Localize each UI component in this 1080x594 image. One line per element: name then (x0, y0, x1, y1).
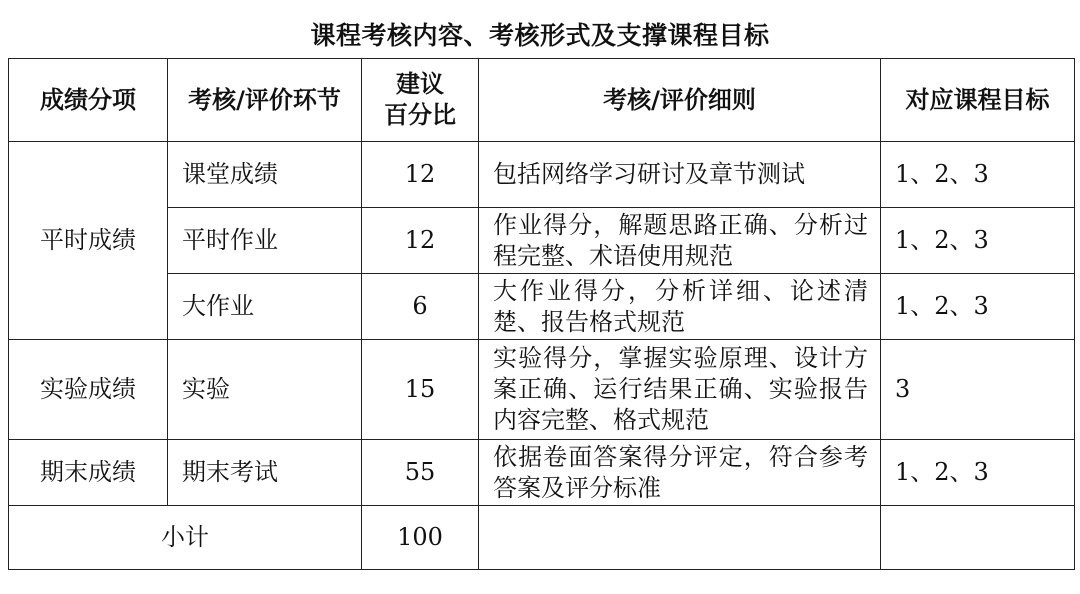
table-row (9, 208, 1075, 274)
table-title: 课程考核内容、考核形式及支撑课程目标 (310, 21, 770, 50)
header-percent-line1: 建议 (396, 70, 444, 98)
header-percent-line2: 百分比 (384, 101, 456, 129)
header-objectives: 对应课程目标 (881, 59, 1075, 142)
header-item: 考核/评价环节 (168, 59, 362, 142)
subtotal-criteria (479, 506, 881, 570)
table-row (9, 274, 1075, 340)
percent-cell: 12 (362, 142, 479, 208)
subtotal-percent: 100 (362, 506, 479, 570)
assessment-table (8, 58, 1075, 570)
header-category: 成绩分项 (9, 59, 168, 142)
criteria-cell: 大作业得分，分析详细、论述清楚、报告格式规范 (479, 274, 881, 340)
header-percent (362, 59, 479, 142)
item-cell: 期末考试 (168, 440, 362, 506)
criteria-cell: 作业得分，解题思路正确、分析过程完整、术语使用规范 (479, 208, 881, 274)
objectives-cell: 1、2、3 (881, 142, 1075, 208)
category-cell: 实验成绩 (9, 340, 168, 440)
item-cell: 大作业 (168, 274, 362, 340)
criteria-cell: 实验得分，掌握实验原理、设计方案正确、运行结果正确、实验报告内容完整、格式规范 (479, 340, 881, 440)
table-row (9, 440, 1075, 506)
percent-cell: 12 (362, 208, 479, 274)
table-row (9, 340, 1075, 440)
criteria-cell: 包括网络学习研讨及章节测试 (479, 142, 881, 208)
percent-cell: 15 (362, 340, 479, 440)
objectives-cell: 3 (881, 340, 1075, 440)
objectives-cell: 1、2、3 (881, 440, 1075, 506)
category-cell: 平时成绩 (9, 142, 168, 340)
header-criteria: 考核/评价细则 (479, 59, 881, 142)
subtotal-label: 小计 (9, 506, 362, 570)
percent-cell: 6 (362, 274, 479, 340)
criteria-cell: 依据卷面答案得分评定，符合参考答案及评分标准 (479, 440, 881, 506)
header-row (9, 59, 1075, 142)
category-cell: 期末成绩 (9, 440, 168, 506)
percent-cell: 55 (362, 440, 479, 506)
objectives-cell: 1、2、3 (881, 274, 1075, 340)
table-row (9, 142, 1075, 208)
objectives-cell: 1、2、3 (881, 208, 1075, 274)
item-cell: 实验 (168, 340, 362, 440)
item-cell: 课堂成绩 (168, 142, 362, 208)
subtotal-objectives (881, 506, 1075, 570)
item-cell: 平时作业 (168, 208, 362, 274)
subtotal-row (9, 506, 1075, 570)
